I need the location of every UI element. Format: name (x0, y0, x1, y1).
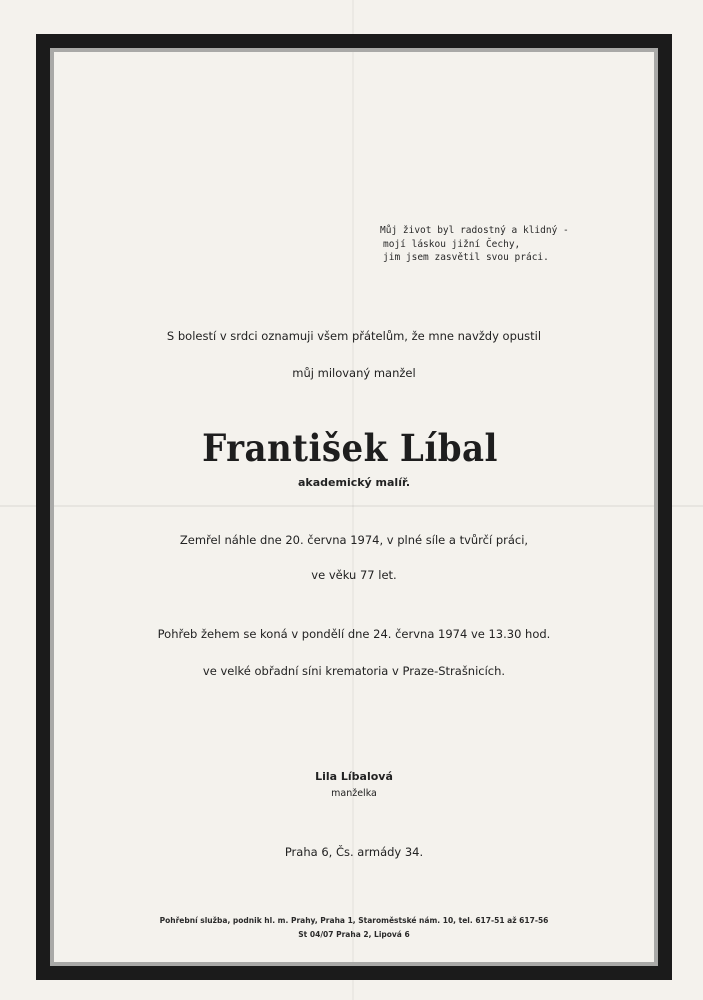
signatory-name: Lila Líbalová (315, 770, 393, 783)
funeral-service-footer: Pohřební služba, podnik hl. m. Prahy, Praha 1, Staroměstské nám. 10, tel. 617-51 až 617-56 (159, 916, 549, 925)
death-line-2: ve věku 77 let. (311, 568, 397, 582)
motto-quote (380, 224, 570, 265)
family-address: Praha 6, Čs. armády 34. (284, 845, 424, 859)
printer-footer: St 04/07 Praha 2, Lipová 6 (298, 930, 410, 939)
funeral-line-2: ve velké obřadní síni krematoria v Praze-Strašnicích. (202, 664, 506, 678)
motto-line-3: jim jsem zasvětil svou práci. (383, 252, 549, 263)
death-line-1: Zemřel náhle dne 20. června 1974, v plné síle a tvůrčí práci, (179, 533, 529, 547)
deceased-title: akademický malíř. (297, 476, 411, 489)
signatory-relation: manželka (331, 788, 377, 799)
announcement-relation: můj milovaný manžel (292, 366, 416, 380)
announcement-intro: S bolestí v srdci oznamuji všem přátelům, že mne navždy opustil (166, 329, 542, 343)
deceased-name: František Líbal (202, 426, 498, 470)
motto-line-1: Můj život byl radostný a klidný - (380, 225, 569, 236)
funeral-line-1: Pohřeb žehem se koná v pondělí dne 24. června 1974 ve 13.30 hod. (157, 627, 551, 641)
mourning-border-inner (50, 48, 658, 966)
motto-line-2: mojí láskou jižní Čechy, (383, 238, 521, 250)
